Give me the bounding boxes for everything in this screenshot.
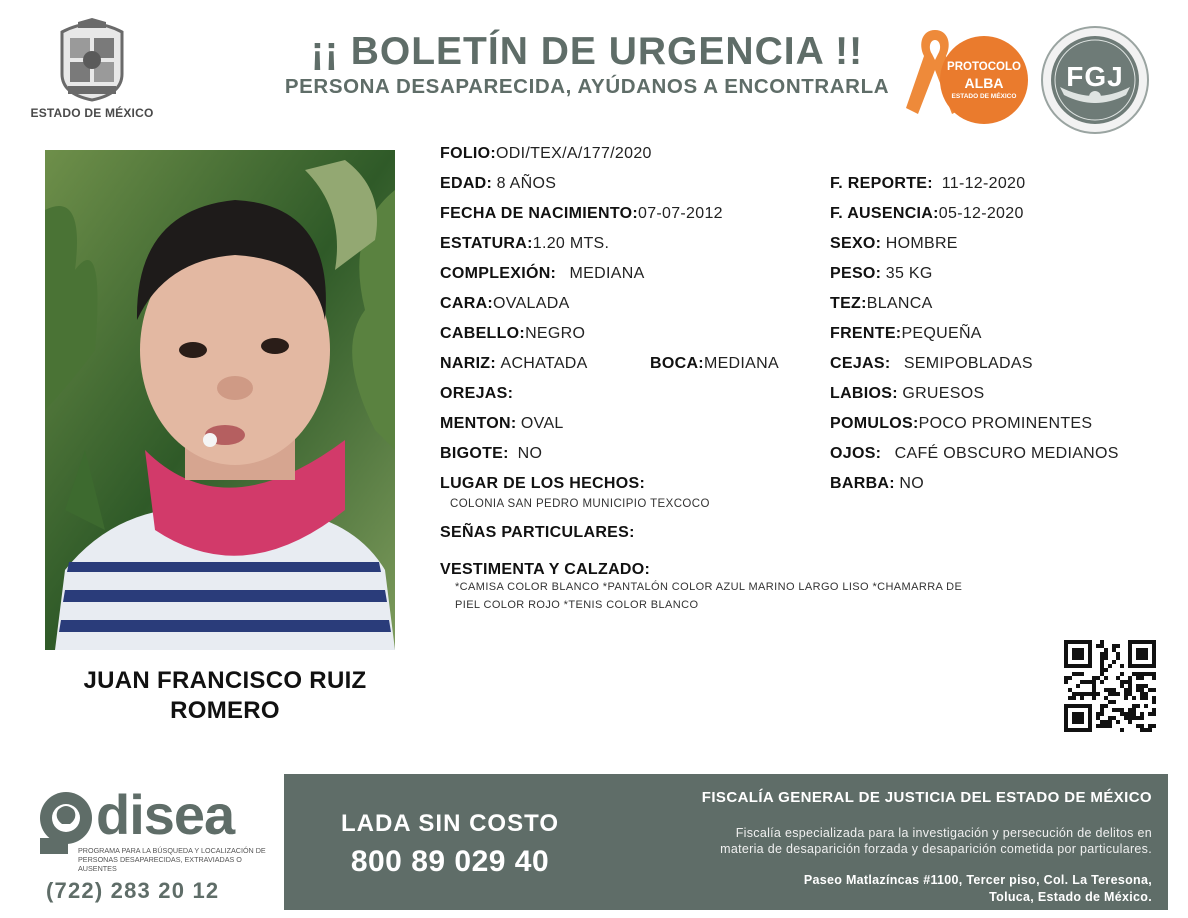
fgj-description-line2: materia de desaparición forzada y desaparición cometida por particulares. xyxy=(720,842,1152,856)
odisea-description: PROGRAMA PARA LA BÚSQUEDA Y LOCALIZACIÓN DE PERSONAS DESAPARECIDAS, EXTRAVIADAS O AUSENTES xyxy=(78,846,266,873)
field-barba: BARBA: NO xyxy=(830,475,924,492)
field-sexo: SEXO: HOMBRE xyxy=(830,235,958,252)
field-estatura: ESTATURA:1.20 MTS. xyxy=(440,235,610,252)
field-labios: LABIOS: GRUESOS xyxy=(830,385,985,402)
state-label: ESTADO DE MÉXICO xyxy=(30,106,154,120)
fgj-seal xyxy=(1040,25,1150,135)
field-lugar-label: LUGAR DE LOS HECHOS: xyxy=(440,475,646,492)
portrait-illustration xyxy=(45,150,395,650)
field-vestimenta-line2: PIEL COLOR ROJO *TENIS COLOR BLANCO xyxy=(455,599,699,611)
alba-line2: ALBA xyxy=(964,75,1004,91)
field-edad: EDAD: 8 AÑOS xyxy=(440,175,557,192)
qr-code[interactable] xyxy=(1064,640,1156,732)
field-cabello: CABELLO:NEGRO xyxy=(440,325,586,342)
field-f-ausencia: F. AUSENCIA:05-12-2020 xyxy=(830,205,1024,222)
protocolo-alba-logo xyxy=(900,22,1030,134)
person-name-line1: JUAN FRANCISCO RUIZ xyxy=(83,667,367,694)
bulletin-title: ¡¡ BOLETÍN DE URGENCIA !! xyxy=(310,30,864,73)
field-complexion: COMPLEXIÓN: MEDIANA xyxy=(440,265,645,282)
field-peso: PESO: 35 KG xyxy=(830,265,933,282)
field-bigote: BIGOTE: NO xyxy=(440,445,543,462)
field-orejas: OREJAS: xyxy=(440,385,514,402)
fgj-address-line2: Toluca, Estado de México. xyxy=(989,890,1152,904)
fgj-title: FISCALÍA GENERAL DE JUSTICIA DEL ESTADO DE MÉXICO xyxy=(701,789,1152,806)
field-tez: TEZ:BLANCA xyxy=(830,295,933,312)
field-nariz: NARIZ: ACHATADA xyxy=(440,355,588,372)
lada-number[interactable]: 800 89 029 40 xyxy=(350,845,550,878)
field-menton: MENTON: OVAL xyxy=(440,415,564,432)
fgj-address-line1: Paseo Matlazíncas #1100, Tercer piso, Col. La Teresona, xyxy=(803,873,1152,887)
odisea-wordmark: disea xyxy=(96,783,235,846)
fgj-description xyxy=(596,825,1152,857)
field-cejas: CEJAS: SEMIPOBLADAS xyxy=(830,355,1033,372)
estado-de-mexico-logo xyxy=(28,18,156,120)
person-name xyxy=(40,666,410,726)
qr-code-icon xyxy=(1064,640,1156,732)
field-folio: FOLIO:ODI/TEX/A/177/2020 xyxy=(440,145,652,162)
fgj-description-line1: Fiscalía especializada para la investigación y persecución de delitos en xyxy=(735,826,1152,840)
field-cara: CARA:OVALADA xyxy=(440,295,570,312)
field-fecha-nacimiento: FECHA DE NACIMIENTO:07-07-2012 xyxy=(440,205,723,222)
field-boca: BOCA:MEDIANA xyxy=(650,355,779,372)
field-f-reporte: F. REPORTE: 11-12-2020 xyxy=(830,175,1026,192)
bulletin-subtitle: PERSONA DESAPARECIDA, AYÚDANOS A ENCONTRARLA xyxy=(284,75,890,98)
field-frente: FRENTE:PEQUEÑA xyxy=(830,325,982,342)
odisea-phone[interactable]: (722) 283 20 12 xyxy=(46,878,220,903)
fgj-seal-text: FGJ xyxy=(1066,61,1124,92)
field-vestimenta-label: VESTIMENTA Y CALZADO: xyxy=(440,561,651,578)
odisea-logo xyxy=(36,783,276,908)
field-pomulos: POMULOS:POCO PROMINENTES xyxy=(830,415,1093,432)
field-ojos: OJOS: CAFÉ OBSCURO MEDIANOS xyxy=(830,445,1119,462)
missing-person-photo xyxy=(45,150,395,650)
person-name-line2: ROMERO xyxy=(170,697,280,724)
lada-label: LADA SIN COSTO xyxy=(340,810,559,837)
field-lugar-value: COLONIA SAN PEDRO MUNICIPIO TEXCOCO xyxy=(450,498,710,510)
alba-line3: ESTADO DE MÉXICO xyxy=(951,93,1017,100)
field-senas: SEÑAS PARTICULARES: xyxy=(440,524,635,541)
field-vestimenta-line1: *CAMISA COLOR BLANCO *PANTALÓN COLOR AZUL MARINO LARGO LISO *CHAMARRA DE xyxy=(455,581,963,593)
coat-of-arms-icon xyxy=(52,18,132,102)
alba-line1: PROTOCOLO xyxy=(947,61,1021,73)
fgj-address xyxy=(596,872,1152,906)
